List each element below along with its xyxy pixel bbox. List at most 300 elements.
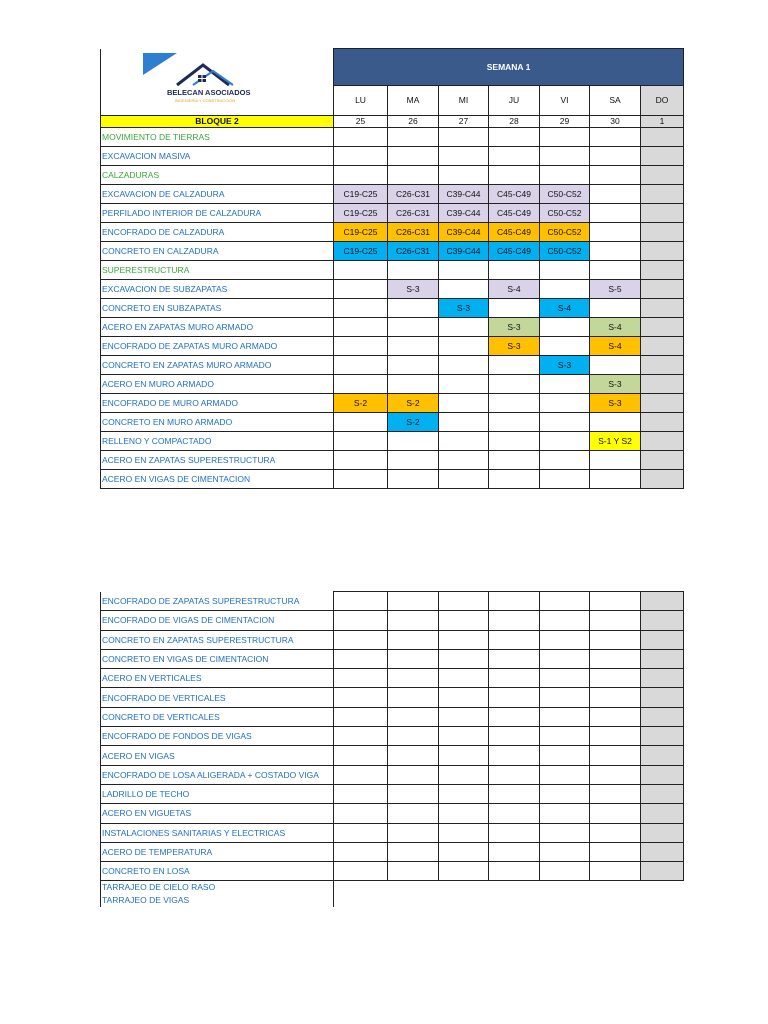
schedule-cell [489,393,540,412]
schedule-cell: S-3 [489,317,540,336]
task-label: ENCOFRADO DE VIGAS DE CIMENTACION [101,611,334,630]
schedule-cell [439,784,489,803]
sunday-cell [641,469,684,488]
schedule-cell [388,746,439,765]
schedule-cell [439,688,489,707]
block-label: BLOQUE 2 [101,115,334,127]
schedule-cell [590,649,641,668]
schedule-cell [590,184,641,203]
task-label: EXCAVACION MASIVA [101,146,334,165]
schedule-cell [334,823,388,842]
schedule-cell: S-4 [540,298,590,317]
schedule-cell [540,823,590,842]
day-header: DO [641,85,684,115]
schedule-cell [489,727,540,746]
task-label: PERFILADO INTERIOR DE CALZADURA [101,203,334,222]
schedule-cell [439,765,489,784]
schedule-cell [388,127,439,146]
table-row [101,203,684,222]
task-label: ACERO EN VIGUETAS [101,804,334,823]
schedule-cell: C50-C52 [540,241,590,260]
schedule-cell: C26-C31 [388,222,439,241]
schedule-cell [489,469,540,488]
task-label: ENCOFRADO DE ZAPATAS SUPERESTRUCTURA [101,592,334,611]
task-label: ACERO EN VIGAS [101,746,334,765]
table-row [101,146,684,165]
schedule-cell: S-3 [439,298,489,317]
schedule-cell [489,669,540,688]
logo-name: BELECAN ASOCIADOS [167,87,251,97]
schedule-cell [540,592,590,611]
section-label: SUPERESTRUCTURA [101,260,334,279]
task-label: CONCRETO EN ZAPATAS MURO ARMADO [101,355,334,374]
task-label: EXCAVACION DE SUBZAPATAS [101,279,334,298]
table-row [101,592,684,611]
table-row [101,804,684,823]
task-label: CONCRETO EN SUBZAPATAS [101,298,334,317]
schedule-cell [590,862,641,881]
schedule-cell [489,688,540,707]
schedule-cell [388,336,439,355]
table-row [101,393,684,412]
schedule-cell [439,165,489,184]
schedule-cell [540,431,590,450]
schedule-cell [388,146,439,165]
schedule-cell [590,804,641,823]
schedule-cell [388,804,439,823]
schedule-cell [439,707,489,726]
task-label: ENCOFRADO DE ZAPATAS MURO ARMADO [101,336,334,355]
day-header: SA [590,85,641,115]
table-row [101,336,684,355]
company-logo [101,49,331,115]
schedule-cell [489,746,540,765]
schedule-cell: S-2 [388,393,439,412]
table-row [101,688,684,707]
schedule-cell [439,611,489,630]
schedule-cell [334,842,388,861]
sunday-cell [641,412,684,431]
schedule-cell: C50-C52 [540,222,590,241]
schedule-cell [540,165,590,184]
schedule-cell [590,669,641,688]
schedule-cell [439,669,489,688]
schedule-cell: S-2 [334,393,388,412]
schedule-cell [489,842,540,861]
schedule-cell [388,317,439,336]
schedule-cell [334,784,388,803]
task-label: ACERO EN MURO ARMADO [101,374,334,393]
schedule-cell [540,630,590,649]
schedule-cell [489,146,540,165]
date-header: 29 [540,115,590,127]
schedule-cell [439,127,489,146]
schedule-cell [439,727,489,746]
schedule-cell [590,765,641,784]
schedule-cell [334,146,388,165]
schedule-cell [388,669,439,688]
table-row [101,611,684,630]
schedule-cell [334,669,388,688]
table-row [101,127,684,146]
schedule-cell [439,336,489,355]
sunday-cell [641,765,684,784]
schedule-cell [590,746,641,765]
schedule-cell: C26-C31 [388,241,439,260]
schedule-cell [489,649,540,668]
schedule-cell [439,279,489,298]
schedule-cell [388,842,439,861]
schedule-cell [334,804,388,823]
table-row [101,450,684,469]
schedule-cell [439,450,489,469]
logo-house-icon [101,49,331,115]
table-row [101,707,684,726]
schedule-cell [388,260,439,279]
schedule-cell [540,707,590,726]
sunday-cell [641,862,684,881]
sunday-cell [641,203,684,222]
schedule-cell [540,450,590,469]
date-header: 27 [439,115,489,127]
sunday-cell [641,823,684,842]
schedule-cell: C45-C49 [489,241,540,260]
schedule-table-bottom [100,591,684,907]
table-row [101,765,684,784]
sunday-cell [641,184,684,203]
sunday-cell [641,450,684,469]
task-label: ACERO EN ZAPATAS MURO ARMADO [101,317,334,336]
schedule-cell: S-3 [590,393,641,412]
empty-area [334,881,684,908]
schedule-cell: C45-C49 [489,184,540,203]
schedule-cell [334,279,388,298]
schedule-cell [540,784,590,803]
sunday-cell [641,355,684,374]
schedule-cell [540,804,590,823]
schedule-cell [334,317,388,336]
logo-tagline: INGENIERÍA Y CONSTRUCCIÓN [175,97,236,103]
sunday-cell [641,279,684,298]
schedule-cell [489,804,540,823]
sunday-cell [641,260,684,279]
task-label: LADRILLO DE TECHO [101,784,334,803]
day-header: LU [334,85,388,115]
schedule-cell [540,727,590,746]
schedule-cell [540,611,590,630]
schedule-cell [540,412,590,431]
schedule-cell [334,412,388,431]
schedule-cell [590,241,641,260]
schedule-cell [590,630,641,649]
schedule-cell: C39-C44 [439,203,489,222]
schedule-cell [334,727,388,746]
schedule-cell: S-4 [489,279,540,298]
section-label: CALZADURAS [101,165,334,184]
schedule-cell [489,630,540,649]
schedule-cell [439,431,489,450]
schedule-cell: S-5 [590,279,641,298]
schedule-cell [334,165,388,184]
schedule-cell [439,804,489,823]
schedule-cell [334,298,388,317]
schedule-cell [334,431,388,450]
schedule-cell [388,727,439,746]
task-label: RELLENO Y COMPACTADO [101,431,334,450]
schedule-cell [334,688,388,707]
sunday-cell [641,707,684,726]
schedule-cell [388,765,439,784]
schedule-cell: C39-C44 [439,241,489,260]
table-row [101,431,684,450]
schedule-cell [439,374,489,393]
schedule-cell [334,336,388,355]
schedule-cell [439,355,489,374]
schedule-cell [540,746,590,765]
schedule-cell: C19-C25 [334,241,388,260]
schedule-cell [590,412,641,431]
schedule-cell [439,412,489,431]
schedule-cell [388,707,439,726]
schedule-cell: S-4 [590,317,641,336]
schedule-cell [334,355,388,374]
sunday-cell [641,669,684,688]
schedule-cell: C45-C49 [489,222,540,241]
section-label: MOVIMIENTO DE TIERRAS [101,127,334,146]
schedule-cell: C19-C25 [334,184,388,203]
schedule-cell [439,823,489,842]
schedule-cell: C39-C44 [439,222,489,241]
table-row [101,784,684,803]
schedule-cell [489,165,540,184]
schedule-cell [334,765,388,784]
sunday-cell [641,374,684,393]
schedule-cell [540,842,590,861]
schedule-cell [334,649,388,668]
table-row [101,298,684,317]
sunday-cell [641,222,684,241]
schedule-cell [388,165,439,184]
schedule-cell [489,784,540,803]
schedule-cell: S-3 [489,336,540,355]
schedule-sheet-bottom [100,591,683,907]
date-header: 30 [590,115,641,127]
sunday-cell [641,592,684,611]
schedule-cell [590,146,641,165]
schedule-cell [388,649,439,668]
schedule-cell [439,317,489,336]
sunday-cell [641,127,684,146]
task-label: ENCOFRADO DE MURO ARMADO [101,393,334,412]
schedule-cell [388,298,439,317]
task-label: ACERO EN VIGAS DE CIMENTACION [101,469,334,488]
schedule-cell: S-4 [590,336,641,355]
schedule-cell: S-1 Y S2 [590,431,641,450]
schedule-cell: C19-C25 [334,203,388,222]
schedule-cell [334,127,388,146]
task-label: ENCOFRADO DE VERTICALES [101,688,334,707]
sunday-cell [641,727,684,746]
schedule-cell [590,469,641,488]
schedule-cell [388,630,439,649]
schedule-cell [388,784,439,803]
date-header: 25 [334,115,388,127]
schedule-cell [334,450,388,469]
schedule-cell [439,746,489,765]
table-row [101,746,684,765]
sunday-cell [641,842,684,861]
sunday-cell [641,688,684,707]
table-row [101,184,684,203]
task-label: TARRAJEO DE VIGAS [102,895,190,906]
schedule-cell [489,298,540,317]
schedule-cell [489,412,540,431]
schedule-cell [590,842,641,861]
schedule-cell [590,688,641,707]
day-header: VI [540,85,590,115]
schedule-cell [334,374,388,393]
table-row [101,165,684,184]
schedule-cell: C45-C49 [489,203,540,222]
day-header: MI [439,85,489,115]
schedule-cell [388,823,439,842]
schedule-cell [590,592,641,611]
schedule-cell [489,765,540,784]
sunday-cell [641,784,684,803]
sunday-cell [641,746,684,765]
schedule-cell [439,592,489,611]
table-row [101,630,684,649]
schedule-cell [334,611,388,630]
sunday-cell [641,611,684,630]
schedule-cell [540,279,590,298]
schedule-cell [540,688,590,707]
schedule-cell [489,374,540,393]
table-row [101,260,684,279]
sunday-cell [641,146,684,165]
sunday-cell [641,649,684,668]
task-label: ACERO EN VERTICALES [101,669,334,688]
schedule-cell [590,260,641,279]
schedule-cell [334,862,388,881]
date-header: 28 [489,115,540,127]
sunday-cell [641,630,684,649]
table-row [101,669,684,688]
schedule-cell [489,611,540,630]
schedule-cell [590,823,641,842]
schedule-cell [334,592,388,611]
table-row [101,279,684,298]
table-row [101,823,684,842]
task-label: ACERO DE TEMPERATURA [101,842,334,861]
schedule-cell [540,336,590,355]
schedule-cell [439,862,489,881]
schedule-cell [489,260,540,279]
schedule-cell [388,592,439,611]
schedule-cell: S-3 [388,279,439,298]
sunday-cell [641,241,684,260]
schedule-cell [388,469,439,488]
task-label: CONCRETO EN ZAPATAS SUPERESTRUCTURA [101,630,334,649]
schedule-cell: C50-C52 [540,203,590,222]
schedule-cell: C26-C31 [388,184,439,203]
table-row [101,727,684,746]
schedule-cell [590,450,641,469]
sunday-cell [641,431,684,450]
schedule-cell [590,165,641,184]
schedule-cell [334,260,388,279]
sunday-cell [641,804,684,823]
schedule-cell [590,127,641,146]
table-row [101,355,684,374]
schedule-cell [489,823,540,842]
schedule-cell [590,784,641,803]
schedule-cell [489,355,540,374]
schedule-cell [590,727,641,746]
schedule-cell [540,146,590,165]
schedule-table-top [100,48,684,489]
schedule-cell: S-3 [590,374,641,393]
schedule-cell [439,842,489,861]
task-label: CONCRETO EN VIGAS DE CIMENTACION [101,649,334,668]
schedule-cell [540,260,590,279]
schedule-cell [540,469,590,488]
schedule-cell [489,862,540,881]
task-label: CONCRETO EN MURO ARMADO [101,412,334,431]
schedule-cell [334,707,388,726]
schedule-cell [540,317,590,336]
task-label: INSTALACIONES SANITARIAS Y ELECTRICAS [101,823,334,842]
table-row [101,469,684,488]
table-row [101,881,684,908]
schedule-cell [334,630,388,649]
table-row [101,241,684,260]
schedule-cell [540,393,590,412]
schedule-cell [388,431,439,450]
day-header: MA [388,85,439,115]
schedule-cell: C39-C44 [439,184,489,203]
schedule-cell [489,592,540,611]
task-label: CONCRETO EN CALZADURA [101,241,334,260]
day-header: JU [489,85,540,115]
schedule-cell [334,746,388,765]
table-row [101,862,684,881]
schedule-cell [540,127,590,146]
sunday-cell [641,393,684,412]
schedule-cell [540,669,590,688]
logo-cell [101,49,334,116]
schedule-cell [439,649,489,668]
schedule-cell [489,707,540,726]
schedule-cell: C50-C52 [540,184,590,203]
date-header: 1 [641,115,684,127]
table-row [101,649,684,668]
schedule-cell: C26-C31 [388,203,439,222]
task-label: ACERO EN ZAPATAS SUPERESTRUCTURA [101,450,334,469]
table-row [101,842,684,861]
sunday-cell [641,298,684,317]
task-label: CONCRETO EN LOSA [101,862,334,881]
week-header: SEMANA 1 [334,49,684,86]
sunday-cell [641,336,684,355]
schedule-cell: S-2 [388,412,439,431]
schedule-cell: C19-C25 [334,222,388,241]
schedule-cell [540,649,590,668]
schedule-cell [439,630,489,649]
table-row [101,374,684,393]
schedule-sheet-top [100,48,683,489]
schedule-cell [388,355,439,374]
